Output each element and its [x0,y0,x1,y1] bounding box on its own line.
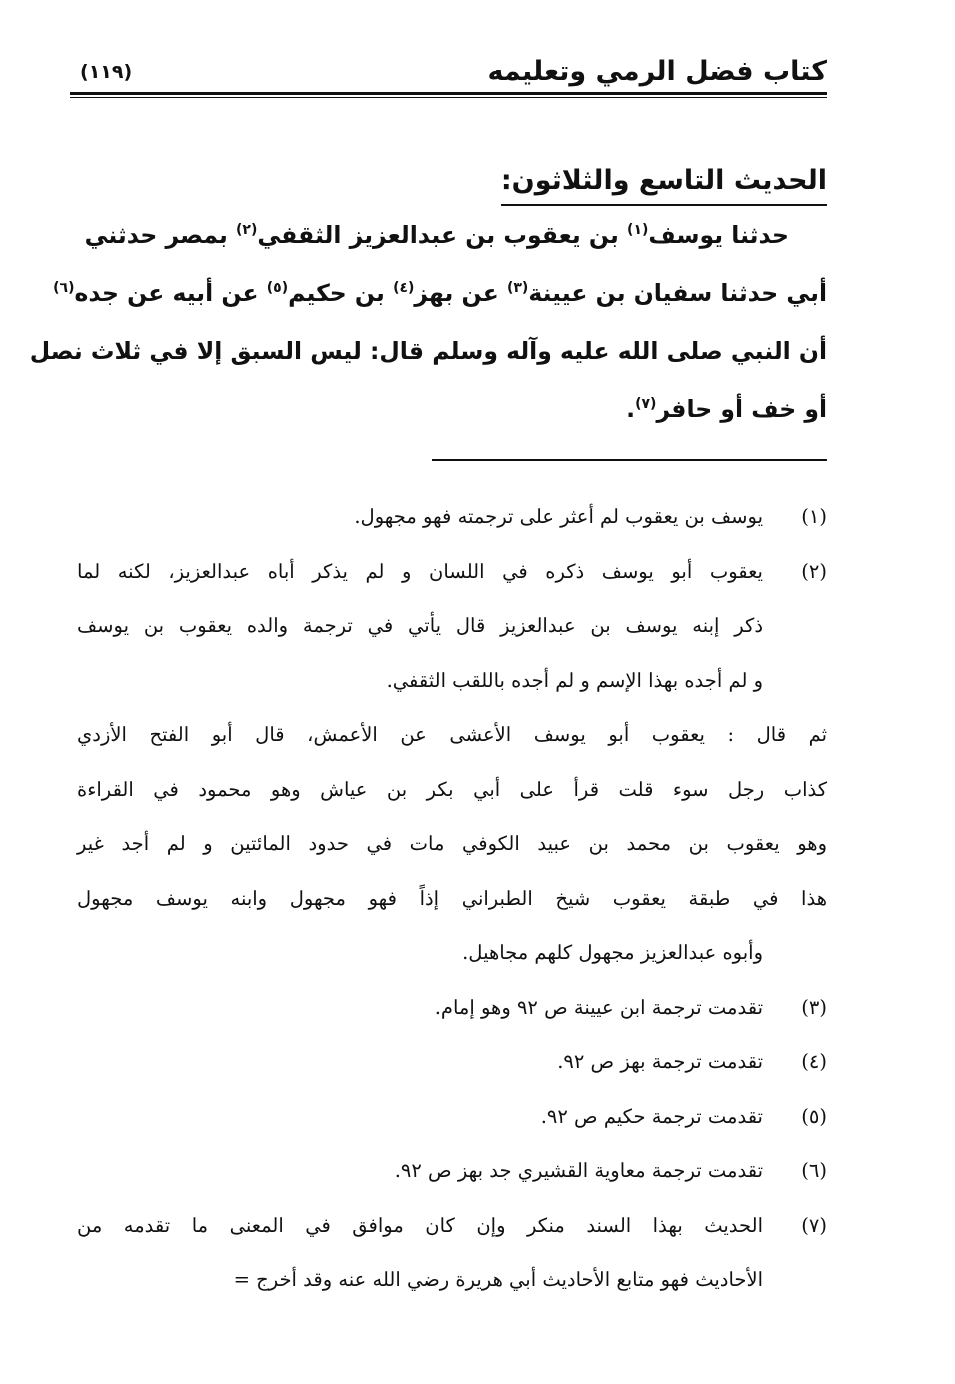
footnote-line: الحديث بهذا السند منكر وإن كان موافق في المعنى ما تقدمه من [77,1213,763,1237]
footnote-line: و لم أجده بهذا الإسم و لم أجده باللقب الثقفي. [386,668,763,692]
footnote-item [77,1035,827,1090]
hadith-heading: الحديث التاسع والثلاثون: [501,158,827,206]
footnote-marker: (٦) [53,280,75,297]
footnote-item [77,545,827,981]
hadith-text-run: أبي حدثنا سفيان بن عيينة [528,279,827,307]
footnote-line: تقدمت ترجمة بهز ص ٩٢. [557,1050,763,1073]
footnote-line: الأحاديث فهو متابع الأحاديث أبي هريرة رضي الله عنه وقد أخرج = [233,1268,763,1291]
hadith-text-run: بن حكيم [288,279,394,307]
footnote-number: (٥) [801,1104,827,1128]
footnote-number: (٦) [801,1159,827,1182]
hadith-text-run: أو خف أو حافر [656,395,827,423]
footnote-line: يعقوب أبو يوسف ذكره في اللسان و لم يذكر أباه عبدالعزيز، لكنه لما [77,559,763,583]
page-number: (١١٩) [80,61,133,83]
hadith-text-run: . [626,395,636,423]
footnote-number: (١) [801,505,827,528]
hadith-line [84,206,827,264]
hadith-line [127,380,827,438]
footnote-line: تقدمت ترجمة حكيم ص ٩٢. [540,1104,763,1128]
footnote-marker: (٣) [506,280,529,297]
footnote-marker: (١) [627,222,649,239]
header-rule [70,92,827,95]
hadith-text-run: بمصر حدثني [84,221,236,249]
footnote-item [77,490,827,545]
hadith-text [29,206,827,438]
footnote-number: (٧) [801,1213,827,1237]
footnote-line: كذاب رجل سوء قلت قرأ على أبي بكر بن عياش وهو محمود في القراءة [77,777,827,801]
footnote-line: ثم قال : يعقوب أبو يوسف الأعشى عن الأعمش، قال أبو الفتح الأزدي [77,723,827,746]
footnote-item [77,981,827,1036]
hadith-line [29,322,827,380]
footnote-number: (٤) [801,1050,827,1073]
footnote-continuation [77,708,827,981]
footnote-marker: (٧) [635,396,657,413]
footnote-item [77,1090,827,1145]
footnote-number: (٣) [801,995,827,1019]
footnote-number: (٢) [801,559,827,583]
hadith-text-run: أن النبي صلى الله عليه وآله وسلم قال: ليس السبق إلا في ثلاث نصل [29,337,827,365]
footnote-separator [432,459,827,461]
footnote-line: هذا في طبقة يعقوب شيخ الطبراني إذاً فهو مجهول وابنه يوسف مجهول [77,886,827,910]
footnote-item [77,1199,827,1308]
footnote-line: وأبوه عبدالعزيز مجهول كلهم مجاهيل. [462,941,763,964]
hadith-line [53,264,827,322]
hadith-text-run: عن أبيه عن جده [74,279,267,307]
header-rule-thin [70,97,827,98]
footnote-marker: (٢) [235,222,258,239]
hadith-text-run: عن بهز [414,279,507,307]
footnote-item [77,1144,827,1199]
footnote-line: ذكر إبنه يوسف بن عبدالعزيز قال يأتي في ترجمة والده يعقوب بن يوسف [77,614,763,637]
footnote-line: تقدمت ترجمة معاوية القشيري جد بهز ص ٩٢. [394,1159,763,1182]
footnotes [77,490,827,1308]
running-head [70,52,827,100]
footnote-line: تقدمت ترجمة ابن عيينة ص ٩٢ وهو إمام. [434,995,763,1019]
footnote-line: وهو يعقوب بن محمد بن عبيد الكوفي مات في حدود المائتين و لم أجد غير [77,832,827,855]
footnote-marker: (٤) [393,280,415,297]
hadith-text-run: حدثنا يوسف [648,221,789,249]
footnote-line: يوسف بن يعقوب لم أعثر على ترجمته فهو مجهول. [354,505,763,528]
book-title: كتاب فضل الرمي وتعليمه [487,56,827,87]
footnote-marker: (٥) [266,280,289,297]
hadith-text-run: بن يعقوب بن عبدالعزيز الثقفي [257,221,628,249]
